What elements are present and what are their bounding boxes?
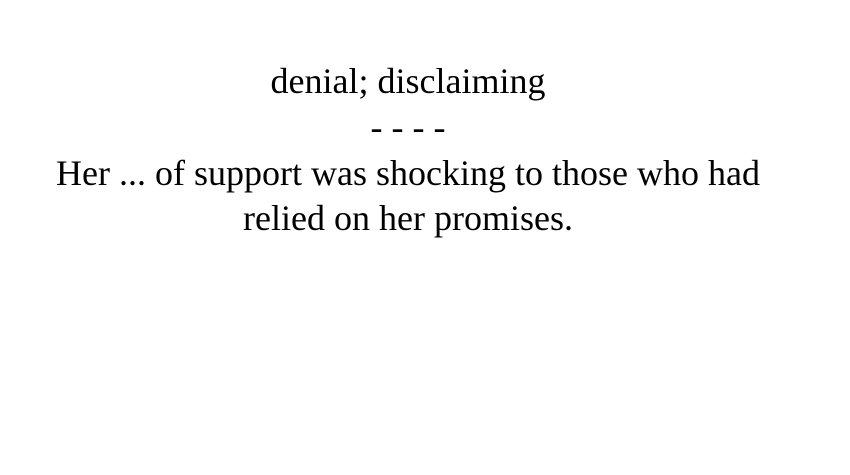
separator-dashes: - - - - — [370, 107, 446, 147]
definition-text: denial; disclaiming — [270, 61, 546, 101]
example-sentence: Her ... of support was shocking to those who had relied on her promises. — [56, 153, 760, 238]
